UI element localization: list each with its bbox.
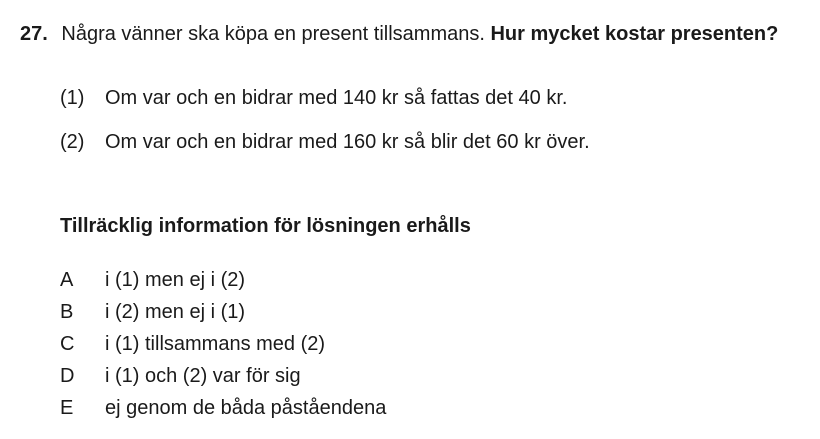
option-e-text: ej genom de båda påståendena bbox=[105, 397, 387, 419]
statement-1 bbox=[60, 84, 567, 112]
question-line bbox=[20, 20, 778, 48]
statement-2 bbox=[60, 128, 590, 156]
option-b-text: i (2) men ej i (1) bbox=[105, 301, 246, 323]
option-d[interactable] bbox=[60, 362, 386, 394]
info-heading: Tillräcklig information för lösningen erhålls bbox=[60, 215, 471, 237]
statement-1-label: (1) bbox=[60, 87, 85, 109]
option-b-letter: B bbox=[60, 301, 74, 323]
statement-2-text: Om var och en bidrar med 160 kr så blir det 60 kr över. bbox=[105, 131, 590, 153]
answer-options bbox=[60, 266, 386, 426]
statement-2-label: (2) bbox=[60, 131, 85, 153]
option-a-letter: A bbox=[60, 269, 74, 291]
option-e-letter: E bbox=[60, 397, 74, 419]
option-b[interactable] bbox=[60, 298, 386, 330]
option-d-text: i (1) och (2) var för sig bbox=[105, 365, 301, 387]
option-c-letter: C bbox=[60, 333, 75, 355]
question-bold-text: Hur mycket kostar presenten? bbox=[490, 23, 779, 45]
option-a-text: i (1) men ej i (2) bbox=[105, 269, 246, 291]
option-a[interactable] bbox=[60, 266, 386, 298]
option-d-letter: D bbox=[60, 365, 75, 387]
statement-1-text: Om var och en bidrar med 140 kr så fattas det 40 kr. bbox=[105, 87, 568, 109]
option-c-text: i (1) tillsammans med (2) bbox=[105, 333, 326, 355]
option-c[interactable] bbox=[60, 330, 386, 362]
option-e[interactable] bbox=[60, 394, 386, 426]
question-text: Några vänner ska köpa en present tillsammans. bbox=[61, 23, 485, 45]
question-number: 27. bbox=[20, 23, 48, 45]
